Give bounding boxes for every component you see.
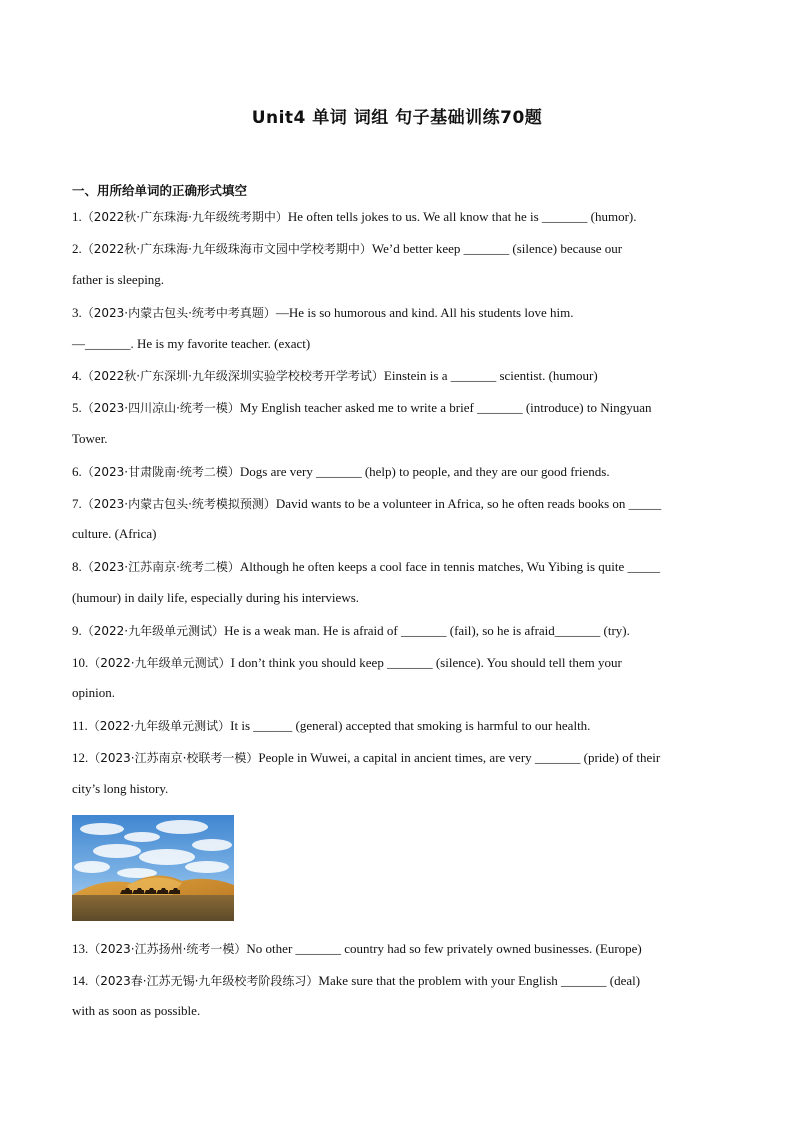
question-number: 2. xyxy=(72,241,82,256)
question-source: （2023·内蒙古包头·统考模拟预测） xyxy=(81,497,276,511)
question-4 xyxy=(72,367,732,384)
question-text: Dogs are very _______ (help) to people, and they are our good friends. xyxy=(239,464,610,479)
question-number: 14. xyxy=(72,973,89,988)
question-number: 6. xyxy=(72,464,82,479)
question-2 xyxy=(72,240,732,257)
question-11 xyxy=(72,717,732,734)
question-12 xyxy=(72,749,732,766)
question-source: （2023·四川凉山·统考一模） xyxy=(81,401,240,415)
question-source: （2022秋·广东深圳·九年级深圳实验学校校考开学考试） xyxy=(81,369,384,383)
question-6 xyxy=(72,463,732,480)
question-3-continuation: —_______. He is my favorite teacher. (exact) xyxy=(72,336,311,351)
page-title: Unit4 单词 词组 句子基础训练70题 xyxy=(251,108,543,128)
question-number: 12. xyxy=(72,750,89,765)
question-text: We’d better keep _______ (silence) because our xyxy=(371,241,623,256)
question-source: （2023·江苏扬州·统考一模） xyxy=(88,942,247,956)
question-source: （2023·内蒙古包头·统考中考真题） xyxy=(81,306,276,320)
question-1 xyxy=(72,208,732,225)
question-source: （2023·江苏南京·统考二模） xyxy=(81,560,240,574)
question-14 xyxy=(72,972,732,989)
question-text: David wants to be a volunteer in Africa, so he often reads books on _____ xyxy=(275,496,662,511)
question-source: （2022·九年级单元测试） xyxy=(81,624,225,638)
question-text: —He is so humorous and kind. All his students love him. xyxy=(275,305,574,320)
question-8-continuation: (humour) in daily life, especially during his interviews. xyxy=(72,590,360,605)
desert-camel-photo xyxy=(72,815,234,921)
question-7 xyxy=(72,495,732,512)
question-text: He often tells jokes to us. We all know that he is _______ (humor). xyxy=(287,209,637,224)
question-source: （2022秋·广东珠海·九年级统考期中） xyxy=(81,210,288,224)
question-12-continuation: city’s long history. xyxy=(72,781,169,796)
question-number: 13. xyxy=(72,941,89,956)
question-13 xyxy=(72,940,732,957)
question-text: He is a weak man. He is afraid of _______ (fail), so he is afraid_______ (try). xyxy=(224,623,630,638)
question-8 xyxy=(72,558,732,575)
question-text: Einstein is a _______ scientist. (humour) xyxy=(383,368,598,383)
question-number: 7. xyxy=(72,496,82,511)
question-number: 5. xyxy=(72,400,82,415)
question-number: 11. xyxy=(72,718,88,733)
question-9 xyxy=(72,622,732,639)
question-text: It is ______ (general) accepted that smoking is harmful to our health. xyxy=(230,718,591,733)
question-number: 8. xyxy=(72,559,82,574)
question-source: （2022·九年级单元测试） xyxy=(87,719,231,733)
question-5-continuation: Tower. xyxy=(72,431,108,446)
question-text: People in Wuwei, a capital in ancient times, are very _______ (pride) of their xyxy=(258,750,661,765)
question-source: （2023·江苏南京·校联考一模） xyxy=(88,751,259,765)
question-7-continuation: culture. (Africa) xyxy=(72,526,157,541)
question-source: （2022·九年级单元测试） xyxy=(88,656,231,670)
question-text: No other _______ country had so few privately owned businesses. (Europe) xyxy=(246,941,642,956)
section-heading: 一、用所给单词的正确形式填空 xyxy=(72,183,248,198)
question-number: 3. xyxy=(72,305,82,320)
desert-camel-illustration xyxy=(72,815,234,921)
question-source: （2023春·江苏无锡·九年级校考阶段练习） xyxy=(88,974,319,988)
question-number: 4. xyxy=(72,368,82,383)
question-number: 10. xyxy=(72,655,89,670)
question-10-continuation: opinion. xyxy=(72,685,115,700)
question-number: 1. xyxy=(72,209,82,224)
question-3 xyxy=(72,304,732,321)
question-5 xyxy=(72,399,732,416)
question-text: Make sure that the problem with your English _______ (deal) xyxy=(318,973,641,988)
question-2-continuation: father is sleeping. xyxy=(72,272,165,287)
question-10 xyxy=(72,654,732,671)
question-number: 9. xyxy=(72,623,82,638)
question-text: My English teacher asked me to write a brief _______ (introduce) to Ningyuan xyxy=(239,400,652,415)
question-text: I don’t think you should keep _______ (silence). You should tell them your xyxy=(230,655,622,670)
question-source: （2023·甘肃陇南·统考二模） xyxy=(81,465,240,479)
question-text: Although he often keeps a cool face in tennis matches, Wu Yibing is quite _____ xyxy=(239,559,661,574)
question-source: （2022秋·广东珠海·九年级珠海市文园中学校考期中） xyxy=(81,242,372,256)
question-14-continuation: with as soon as possible. xyxy=(72,1003,201,1018)
